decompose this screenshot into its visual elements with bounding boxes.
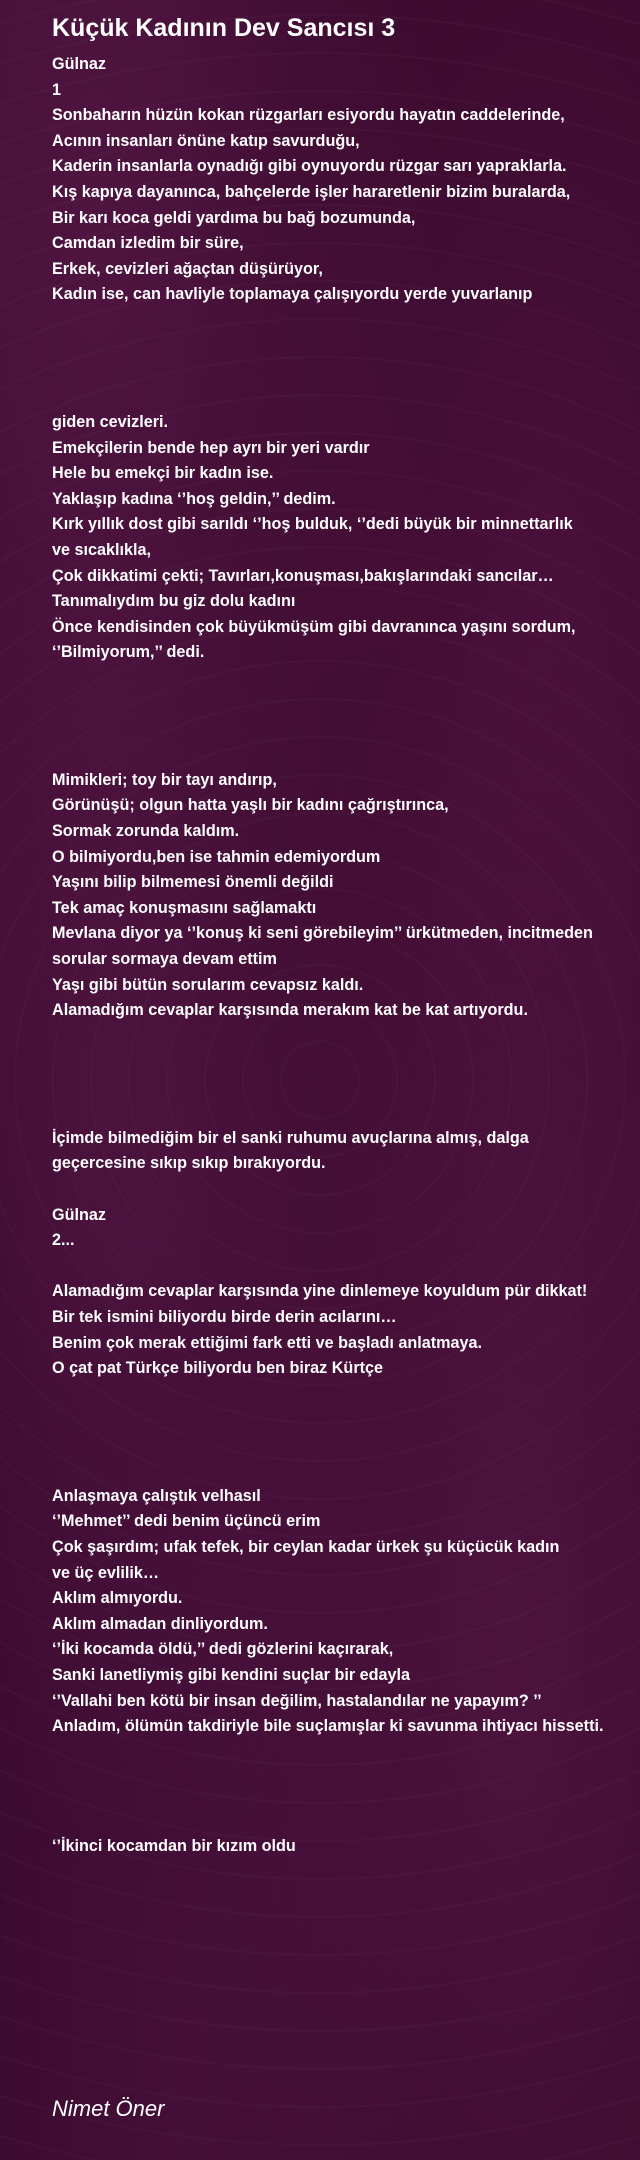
poem-line: Mimikleri; toy bir tayı andırıp, — [52, 770, 277, 789]
poem-line: Yaşını bilip bilmemesi önemli değildi — [52, 873, 334, 892]
stanza-gap — [52, 666, 612, 768]
poem-line: Bir tek ismini biliyordu birde derin acılarını… — [52, 1307, 397, 1326]
stanza-gap — [52, 308, 612, 410]
poem-line: Kış kapıya dayanınca, bahçelerde işler hararetlenir bizim buralarda, — [52, 182, 571, 201]
poem-line: Çok şaşırdım; ufak tefek, bir ceylan kadar ürkek şu küçücük kadın — [52, 1537, 560, 1556]
poem-line: Tanımalıydım bu giz dolu kadını — [52, 592, 296, 611]
poem-line: Mevlana diyor ya ‘’konuş ki seni görebileyim’’ ürkütmeden, incitmeden — [52, 924, 593, 943]
poem-line: Alamadığım cevaplar karşısında yine dinlemeye koyuldum pür dikkat! — [52, 1282, 588, 1301]
poem-line: Benim çok merak ettiğimi fark etti ve başladı anlatmaya. — [52, 1333, 483, 1352]
poem-line: Çok dikkatimi çekti; Tavırları,konuşması,bakışlarındaki sancılar… — [52, 566, 554, 585]
poem-line: Anlaşmaya çalıştık velhasıl — [52, 1486, 261, 1505]
poem-line: O çat pat Türkçe biliyordu ben biraz Kürtçe — [52, 1359, 384, 1378]
poem-line: Tek amaç konuşmasını sağlamaktı — [52, 898, 317, 917]
poem-line: Anladım, ölümün takdiriyle bile suçlamışlar ki savunma ihtiyacı hissetti. — [52, 1717, 604, 1736]
poem-title: Küçük Kadının Dev Sancısı 3 — [52, 14, 396, 42]
poem-line — [52, 1177, 612, 1203]
poem-line: Sanki lanetliymiş gibi kendini suçlar bir edayla — [52, 1665, 411, 1684]
poem-line: Görünüşü; olgun hatta yaşlı bir kadını çağrıştırınca, — [52, 796, 449, 815]
poem-line: Camdan izledim bir süre, — [52, 234, 244, 253]
poem-line: ve sıcaklıkla, — [52, 540, 152, 559]
poem-line: Aklım almıyordu. — [52, 1589, 183, 1608]
stanza-gap — [52, 1740, 612, 1834]
poem-line: Önce kendisinden çok büyükmüşüm gibi davranınca yaşını sordum, — [52, 617, 576, 636]
poem-line: 1 — [52, 80, 62, 99]
poem-line: Gülnaz — [52, 1205, 106, 1224]
poem-line: sorular sormaya devam ettim — [52, 950, 277, 969]
stanza-gap — [52, 1382, 612, 1484]
poem-body — [52, 52, 612, 1859]
poem-line: Acının insanları önüne katıp savurduğu, — [52, 131, 360, 150]
poem-line: ‘’Bilmiyorum,’’ dedi. — [52, 643, 205, 662]
poem-line: Hele bu emekçi bir kadın ise. — [52, 464, 274, 483]
poem-line: Kırk yıllık dost gibi sarıldı ‘’hoş bulduk, ‘’dedi büyük bir minnettarlık — [52, 515, 573, 534]
poem-line: Bir karı koca geldi yardıma bu bağ bozumunda, — [52, 208, 416, 227]
poem-line: Emekçilerin bende hep ayrı bir yeri vardır — [52, 438, 370, 457]
author-signature: Nimet Öner — [52, 2096, 165, 2121]
poem-line: giden cevizleri. — [52, 412, 169, 431]
poem-line: ve üç evlilik… — [52, 1563, 160, 1582]
poem-line: ‘’İkinci kocamdan bir kızım oldu — [52, 1836, 296, 1855]
poem-line: ‘’Mehmet’’ dedi benim üçüncü erim — [52, 1512, 321, 1531]
poem-line: Yaklaşıp kadına ‘’hoş geldin,’’ dedim. — [52, 489, 336, 508]
poem-line: Sonbaharın hüzün kokan rüzgarları esiyordu hayatın caddelerinde, — [52, 106, 565, 125]
poem-line: İçimde bilmediğim bir el sanki ruhumu avuçlarına almış, dalga — [52, 1128, 529, 1147]
stanza-gap — [52, 1024, 612, 1126]
poem-line: O bilmiyordu,ben ise tahmin edemiyordum — [52, 847, 381, 866]
poem-line: Sormak zorunda kaldım. — [52, 822, 240, 841]
poem-line: geçercesine sıkıp sıkıp bırakıyordu. — [52, 1154, 326, 1173]
poem-line: ‘’Vallahi ben kötü bir insan değilim, hastalandılar ne yapayım? ’’ — [52, 1691, 542, 1710]
poem-line: Aklım almadan dinliyordum. — [52, 1614, 268, 1633]
poem-line: Gülnaz — [52, 55, 106, 73]
poem-line: Alamadığım cevaplar karşısında merakım kat be kat artıyordu. — [52, 1001, 528, 1020]
poem-line: Kaderin insanlarla oynadığı gibi oynuyordu rüzgar sarı yapraklarla. — [52, 157, 567, 176]
poem-line: Kadın ise, can havliyle toplamaya çalışıyordu yerde yuvarlanıp — [52, 285, 533, 304]
poem-line: 2... — [52, 1231, 75, 1250]
poem-line: Yaşı gibi bütün sorularım cevapsız kaldı. — [52, 975, 364, 994]
poem-line — [52, 1254, 612, 1280]
poem-line: ‘’İki kocamda öldü,’’ dedi gözlerini kaçırarak, — [52, 1640, 394, 1659]
poem-line: Erkek, cevizleri ağaçtan düşürüyor, — [52, 259, 323, 278]
